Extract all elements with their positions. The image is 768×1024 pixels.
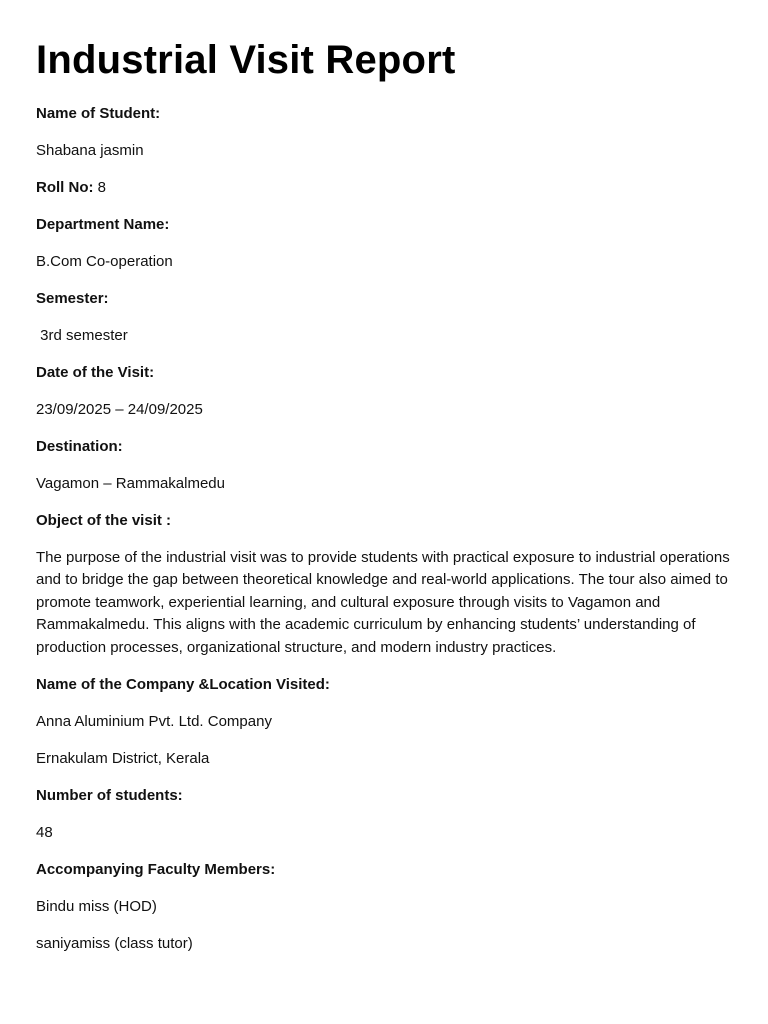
faculty-member: saniyamiss (class tutor) bbox=[36, 935, 193, 953]
student-name-label: Name of Student: bbox=[36, 105, 161, 122]
roll-no-label: Roll No: bbox=[36, 179, 94, 196]
visit-date-label: Date of the Visit: bbox=[36, 364, 155, 381]
students-count-label: Number of students: bbox=[36, 787, 183, 805]
faculty-label: Accompanying Faculty Members: bbox=[36, 861, 276, 879]
visit-date-value: 23/09/2025 – 24/09/2025 bbox=[36, 401, 203, 418]
object-label: Object of the visit : bbox=[36, 512, 172, 529]
department-label: Department Name: bbox=[36, 216, 170, 233]
company-label: Name of the Company &Location Visited: bbox=[36, 676, 330, 694]
students-count-value: 48 bbox=[36, 824, 53, 842]
company-name: Anna Aluminium Pvt. Ltd. Company bbox=[36, 713, 272, 731]
department-value: B.Com Co-operation bbox=[36, 253, 173, 270]
report-content bbox=[36, 103, 732, 955]
roll-no-row bbox=[36, 177, 732, 199]
object-paragraph: The purpose of the industrial visit was to provide students with practical exposure to industrial operations and to bridge the gap between theoretical knowledge and real-world applications. The tour also aimed to promote teamwork, experiential learning, and cultural exposure through visits to Vagamon and Rammakalmedu. This aligns with the academic curriculum by enhancing students’ understanding of production processes, organizational structure, and modern industry practices. bbox=[36, 549, 730, 656]
student-name-value: Shabana jasmin bbox=[36, 142, 144, 159]
destination-label: Destination: bbox=[36, 438, 123, 455]
semester-label: Semester: bbox=[36, 290, 109, 307]
roll-no-value: 8 bbox=[93, 179, 107, 196]
page-title: Industrial Visit Report bbox=[36, 38, 456, 82]
company-location: Ernakulam District, Kerala bbox=[36, 750, 210, 768]
faculty-member: Bindu miss (HOD) bbox=[36, 898, 157, 916]
semester-value: 3rd semester bbox=[36, 327, 128, 344]
destination-value: Vagamon – Rammakalmedu bbox=[36, 475, 225, 492]
